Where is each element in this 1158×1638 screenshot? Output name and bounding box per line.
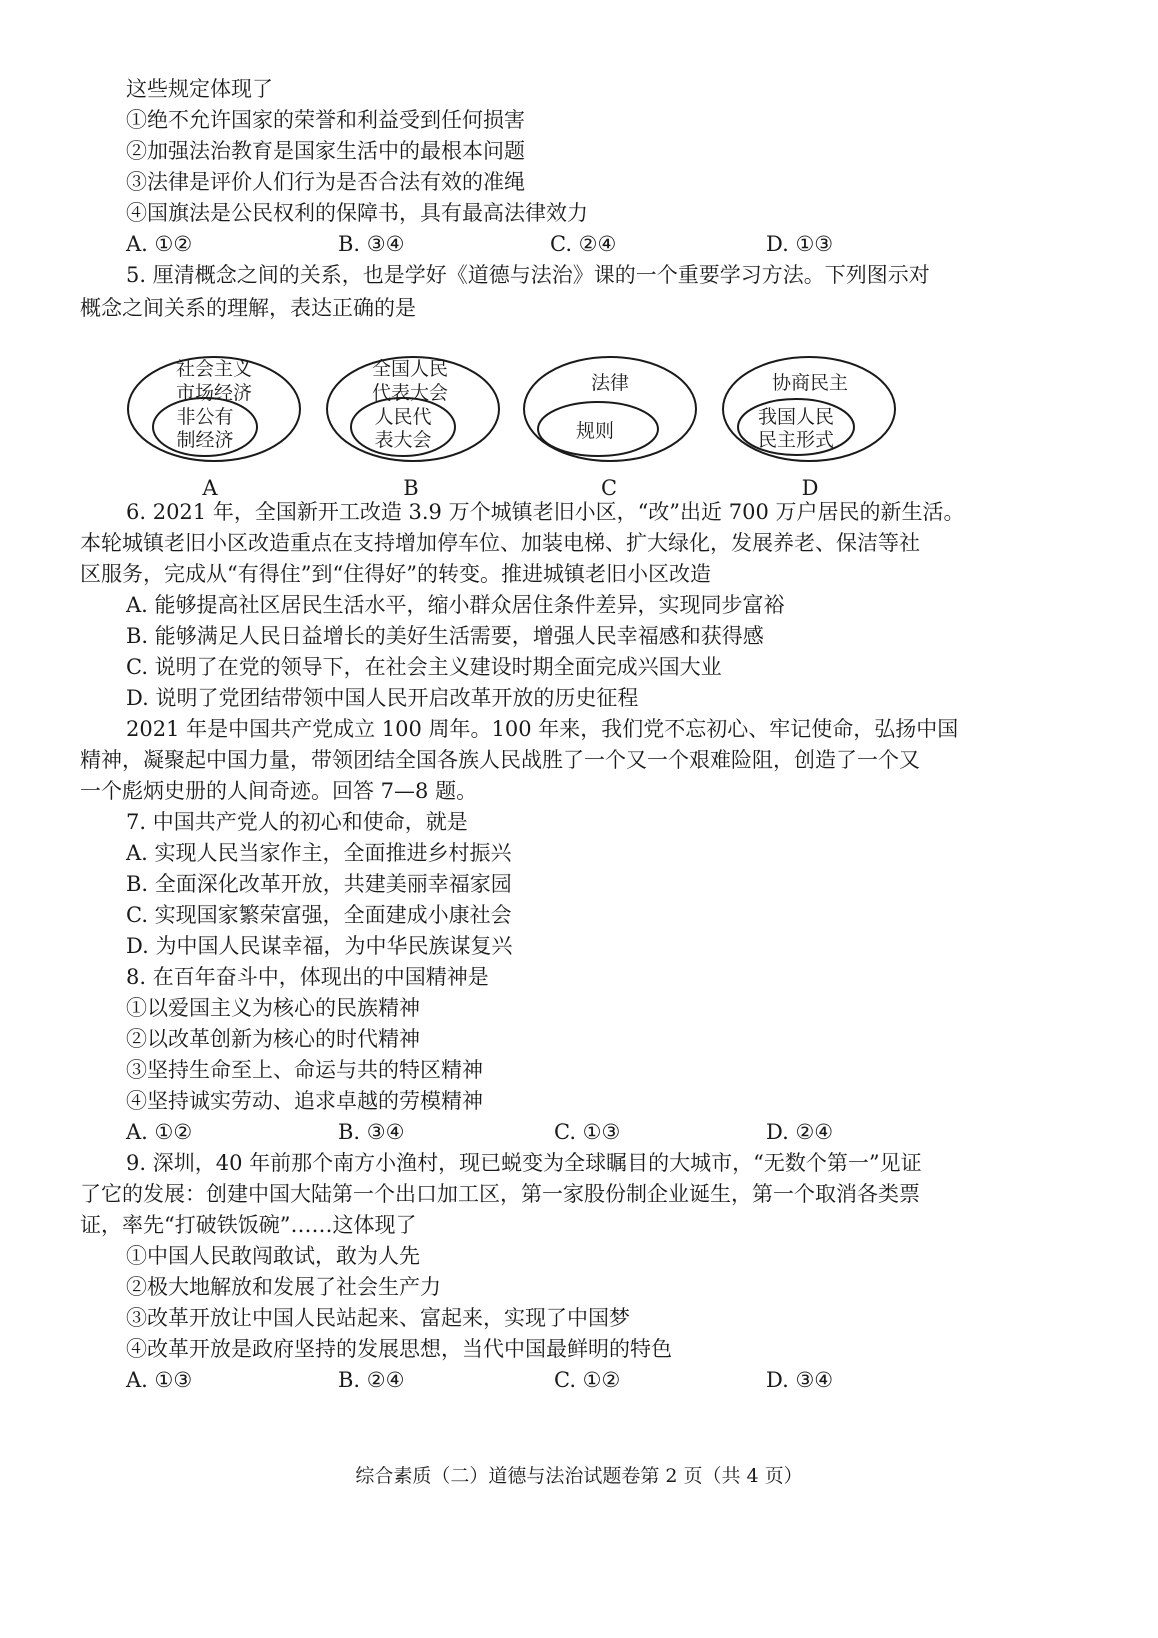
page-footer: 综合素质（二）道德与法治试题卷第 2 页（共 4 页） bbox=[355, 1465, 803, 1487]
q7-option-c[interactable]: C. 实现国家繁荣富强，全面建成小康社会 bbox=[126, 903, 512, 927]
q4-option-d[interactable]: D. ①③ bbox=[766, 232, 834, 256]
q4-item: ③法律是评价人们行为是否合法有效的准绳 bbox=[126, 170, 525, 194]
outer-label: 市场经济 bbox=[175, 382, 253, 404]
q8-option-d[interactable]: D. ②④ bbox=[766, 1120, 834, 1144]
material-line: 一个彪炳史册的人间奇迹。回答 7—8 题。 bbox=[80, 779, 478, 803]
q4-item: ②加强法治教育是国家生活中的最根本问题 bbox=[126, 139, 525, 163]
q7-option-b[interactable]: B. 全面深化改革开放，共建美丽幸福家园 bbox=[126, 872, 512, 896]
q8-option-b[interactable]: B. ③④ bbox=[338, 1120, 405, 1144]
q4-options bbox=[126, 230, 1006, 258]
q7-option-a[interactable]: A. 实现人民当家作主，全面推进乡村振兴 bbox=[126, 841, 512, 865]
q8-option-a[interactable]: A. ①② bbox=[126, 1120, 193, 1144]
diagram-d[interactable] bbox=[723, 357, 895, 500]
q4-option-b[interactable]: B. ③④ bbox=[338, 232, 405, 256]
q8-item: ③坚持生命至上、命运与共的特区精神 bbox=[126, 1058, 483, 1082]
q4-item: ④国旗法是公民权利的保障书，具有最高法律效力 bbox=[126, 201, 588, 225]
concept-diagrams bbox=[126, 355, 966, 500]
diagram-b[interactable] bbox=[327, 357, 499, 500]
q8-options bbox=[126, 1118, 1006, 1146]
q8-stem: 8. 在百年奋斗中，体现出的中国精神是 bbox=[126, 965, 489, 989]
q9-stem-line: 证，率先“打破铁饭碗”……这体现了 bbox=[80, 1213, 417, 1237]
q9-stem-line: 了它的发展：创建中国大陆第一个出口加工区，第一家股份制企业诞生，第一个取消各类票 bbox=[80, 1182, 920, 1206]
inner-label: 人民代 bbox=[374, 406, 432, 428]
q6-option-b[interactable]: B. 能够满足人民日益增长的美好生活需要，增强人民幸福感和获得感 bbox=[126, 624, 764, 648]
inner-label: 民主形式 bbox=[757, 429, 835, 451]
q4-item: ①绝不允许国家的荣誉和利益受到任何损害 bbox=[126, 108, 525, 132]
material-line: 精神，凝聚起中国力量，带领团结全国各族人民战胜了一个又一个艰难险阻，创造了一个又 bbox=[80, 748, 920, 772]
q9-option-b[interactable]: B. ②④ bbox=[338, 1368, 405, 1392]
inner-label: 我国人民 bbox=[757, 406, 835, 428]
q5-stem-line: 5. 厘清概念之间的关系，也是学好《道德与法治》课的一个重要学习方法。下列图示对 bbox=[126, 263, 930, 287]
q9-item: ①中国人民敢闯敢试，敢为人先 bbox=[126, 1244, 420, 1268]
q6-option-d[interactable]: D. 说明了党团结带领中国人民开启改革开放的历史征程 bbox=[126, 686, 639, 710]
inner-label: 非公有 bbox=[176, 406, 234, 428]
q9-item: ③改革开放让中国人民站起来、富起来，实现了中国梦 bbox=[126, 1306, 630, 1330]
diagram-letter: A bbox=[202, 476, 218, 500]
diagram-letter: D bbox=[801, 476, 819, 500]
outer-label: 全国人民 bbox=[371, 358, 449, 380]
q9-option-c[interactable]: C. ①② bbox=[554, 1368, 621, 1392]
outer-label: 社会主义 bbox=[175, 358, 253, 380]
inner-label: 表大会 bbox=[374, 429, 432, 451]
outer-label: 法律 bbox=[590, 372, 630, 394]
q6-option-c[interactable]: C. 说明了在党的领导下，在社会主义建设时期全面完成兴国大业 bbox=[126, 655, 722, 679]
material-line: 2021 年是中国共产党成立 100 周年。100 年来，我们党不忘初心、牢记使命，弘扬中国 bbox=[126, 717, 959, 741]
diagram-a[interactable] bbox=[128, 357, 300, 500]
q4-option-a[interactable]: A. ①② bbox=[126, 232, 193, 256]
q9-item: ②极大地解放和发展了社会生产力 bbox=[126, 1275, 441, 1299]
q9-stem-line: 9. 深圳，40 年前那个南方小渔村，现已蜕变为全球瞩目的大城市，“无数个第一”见证 bbox=[126, 1151, 922, 1175]
q5-stem-line: 概念之间关系的理解，表达正确的是 bbox=[80, 296, 416, 320]
q9-option-d[interactable]: D. ③④ bbox=[766, 1368, 834, 1392]
q9-options bbox=[126, 1366, 1006, 1394]
q8-option-c[interactable]: C. ①③ bbox=[554, 1120, 621, 1144]
q9-option-a[interactable]: A. ①③ bbox=[126, 1368, 193, 1392]
q6-stem-line: 区服务，完成从“有得住”到“住得好”的转变。推进城镇老旧小区改造 bbox=[80, 562, 711, 586]
inner-label: 规则 bbox=[575, 420, 615, 442]
q8-item: ②以改革创新为核心的时代精神 bbox=[126, 1027, 420, 1051]
q8-item: ①以爱国主义为核心的民族精神 bbox=[126, 996, 420, 1020]
inner-label: 制经济 bbox=[176, 429, 234, 451]
outer-label: 协商民主 bbox=[771, 372, 849, 394]
diagram-letter: C bbox=[600, 476, 618, 500]
diagram-letter: B bbox=[403, 476, 419, 500]
q7-option-d[interactable]: D. 为中国人民谋幸福，为中华民族谋复兴 bbox=[126, 934, 513, 958]
q4-option-c[interactable]: C. ②④ bbox=[550, 232, 617, 256]
outer-label: 代表大会 bbox=[371, 382, 449, 404]
q6-stem-line: 6. 2021 年，全国新开工改造 3.9 万个城镇老旧小区，“改”出近 700 万户居民的新生活。 bbox=[126, 500, 965, 524]
q6-stem-line: 本轮城镇老旧小区改造重点在支持增加停车位、加装电梯、扩大绿化，发展养老、保洁等社 bbox=[80, 531, 920, 555]
q6-option-a[interactable]: A. 能够提高社区居民生活水平，缩小群众居住条件差异，实现同步富裕 bbox=[126, 593, 785, 617]
q9-item: ④改革开放是政府坚持的发展思想，当代中国最鲜明的特色 bbox=[126, 1337, 672, 1361]
q8-item: ④坚持诚实劳动、追求卓越的劳模精神 bbox=[126, 1089, 483, 1113]
q4-stem-tail: 这些规定体现了 bbox=[126, 77, 273, 101]
q7-stem: 7. 中国共产党人的初心和使命，就是 bbox=[126, 810, 468, 834]
diagram-c[interactable] bbox=[524, 357, 696, 500]
